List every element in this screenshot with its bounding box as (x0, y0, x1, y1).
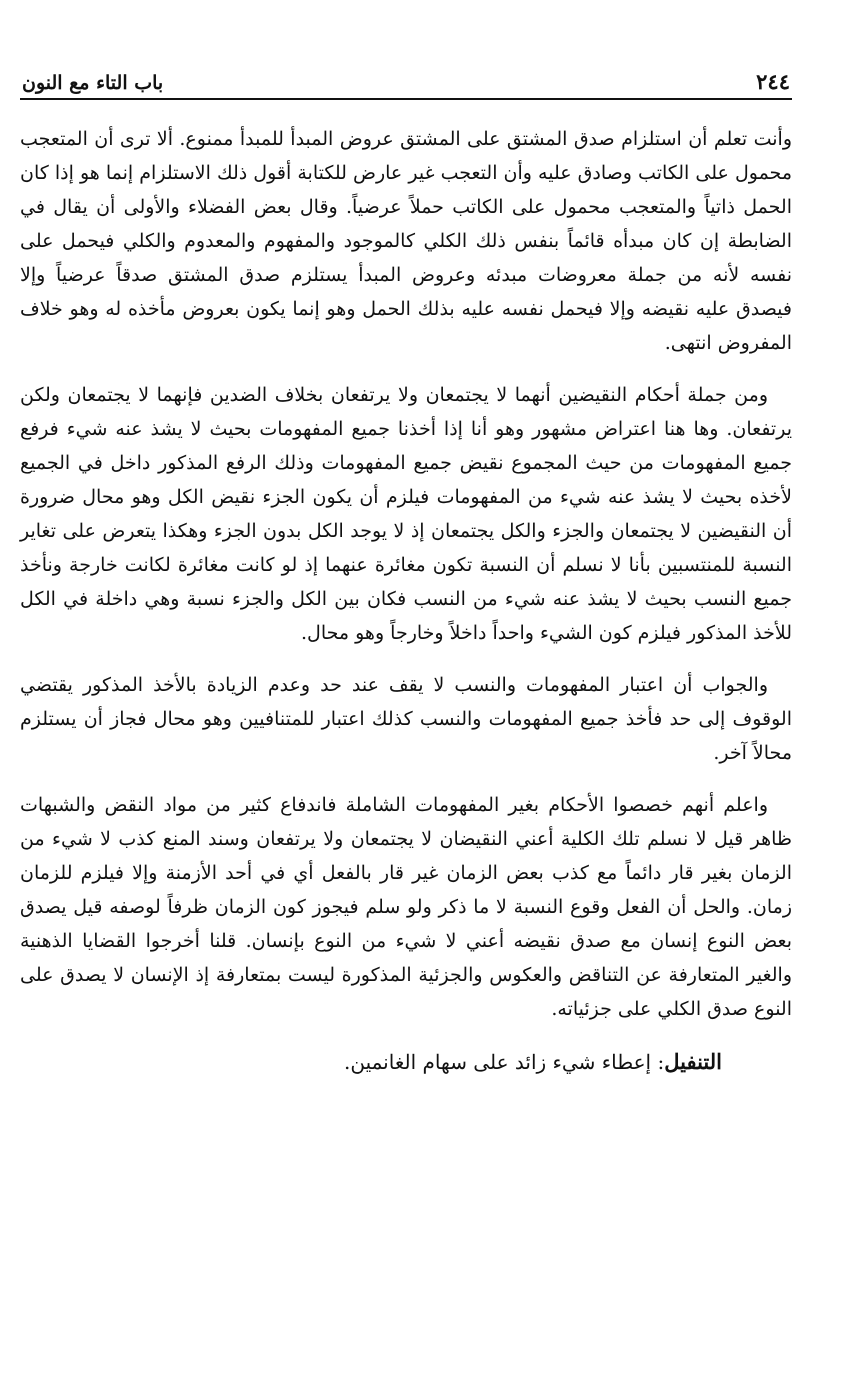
paragraph-3: والجواب أن اعتبار المفهومات والنسب لا يقف عند حد وعدم الزيادة بالأخذ المذكور يقتضي الوقوف إلى حد فأخذ جميع المفهومات والنسب كذلك اعتبار للمتنافيين وهو محال فجاز أن يستلزم محالاً آخر. (20, 674, 792, 764)
definition-term: التنفيل (664, 1049, 722, 1074)
chapter-title: باب التاء مع النون (22, 72, 164, 94)
body-text (20, 122, 792, 1080)
definition-entry (20, 1044, 792, 1080)
book-page (20, 62, 792, 1362)
paragraph-2: ومن جملة أحكام النقيضين أنهما لا يجتمعان ولا يرتفعان بخلاف الضدين فإنهما لا يجتمعان ولكن يرتفعان. وها هنا اعتراض مشهور وهو أنا إذا أخذنا جميع المفهومات بحيث لا يشذ عنه شيء فرفع جميع المفهومات من حيث المجموع نقيض جميع المفهومات وذلك الرفع المذكور داخل في الجميع لأخذه بحيث لا يشذ عنه شيء من المفهومات فيلزم أن يكون الجزء نقيض الكل وهو محال ضرورة أن النقيضين لا يجتمعان والجزء والكل يجتمعان إذ لا يوجد الكل بدون الجزء وهكذا يتعرض على تغاير النسبة للمنتسبين بأنا لا نسلم أن النسبة تكون مغائرة عنهما إذ لو كانت مغائرة لكانت خارجة ونأخذ جميع النسب بحيث لا يشذ عنه شيء من النسب فكان بين الكل والجزء نسبة وهي داخلة في الكل للأخذ المذكور فيلزم كون الشيء واحداً داخلاً وخارجاً وهو محال. (20, 384, 792, 644)
running-header (20, 62, 792, 100)
definition-separator: : (651, 1050, 665, 1074)
paragraph-4: واعلم أنهم خصصوا الأحكام بغير المفهومات الشاملة فاندفاع كثير من مواد النقض والشبهات ظاهر قيل لا نسلم تلك الكلية أعني النقيضان لا يجتمعان ولا يرتفعان وسند المنع كذب لا شيء من الزمان بغير قار دائماً مع كذب بعض الزمان غير قار بالفعل أي في أحد الأزمنة وإلا فيلزم للزمان زمان. والحل أن الفعل وقوع النسبة لا ما ذكر ولو سلم فيجوز كون الزمان ظرفاً لوصفه قيل يصدق بعض النوع إنسان مع صدق نقيضه أعني لا شيء من النوع بإنسان. قلنا أخرجوا القضايا الذهنية والغير المتعارفة عن التناقض والعكوس والجزئية المذكورة ليست بمتعارفة إذ الإنسان لا يصدق على النوع صدق الكلي على جزئياته. (20, 794, 792, 1020)
paragraph-1: وأنت تعلم أن استلزام صدق المشتق على المشتق عروض المبدأ للمبدأ ممنوع. ألا ترى أن المتعجب محمول على الكاتب وصادق عليه وأن التعجب غير عارض للكتابة أقول ذلك الاستلزام إنما هو إذا كان الحمل ذاتياً والمتعجب محمول على الكاتب حملاً عرضياً. وقال بعض الفضلاء والأولى أن يقال في الضابطة إن كان مبدأه قائماً بنفس ذلك الكلي كالموجود والمفهوم والمعدوم والكلي فيحمل على نفسه لأنه من جملة معروضات مبدئه وعروض المبدأ يستلزم صدق المشتق صدقاً عرضياً وإلا فيصدق عليه نقيضه وإلا فيحمل نفسه عليه بذلك الحمل وهو إنما يكون بعروض مأخذه له وهو خلاف المفروض انتهى. (20, 128, 792, 354)
page-number: ٢٤٤ (756, 69, 790, 94)
definition-text: إعطاء شيء زائد على سهام الغانمين. (344, 1050, 652, 1074)
